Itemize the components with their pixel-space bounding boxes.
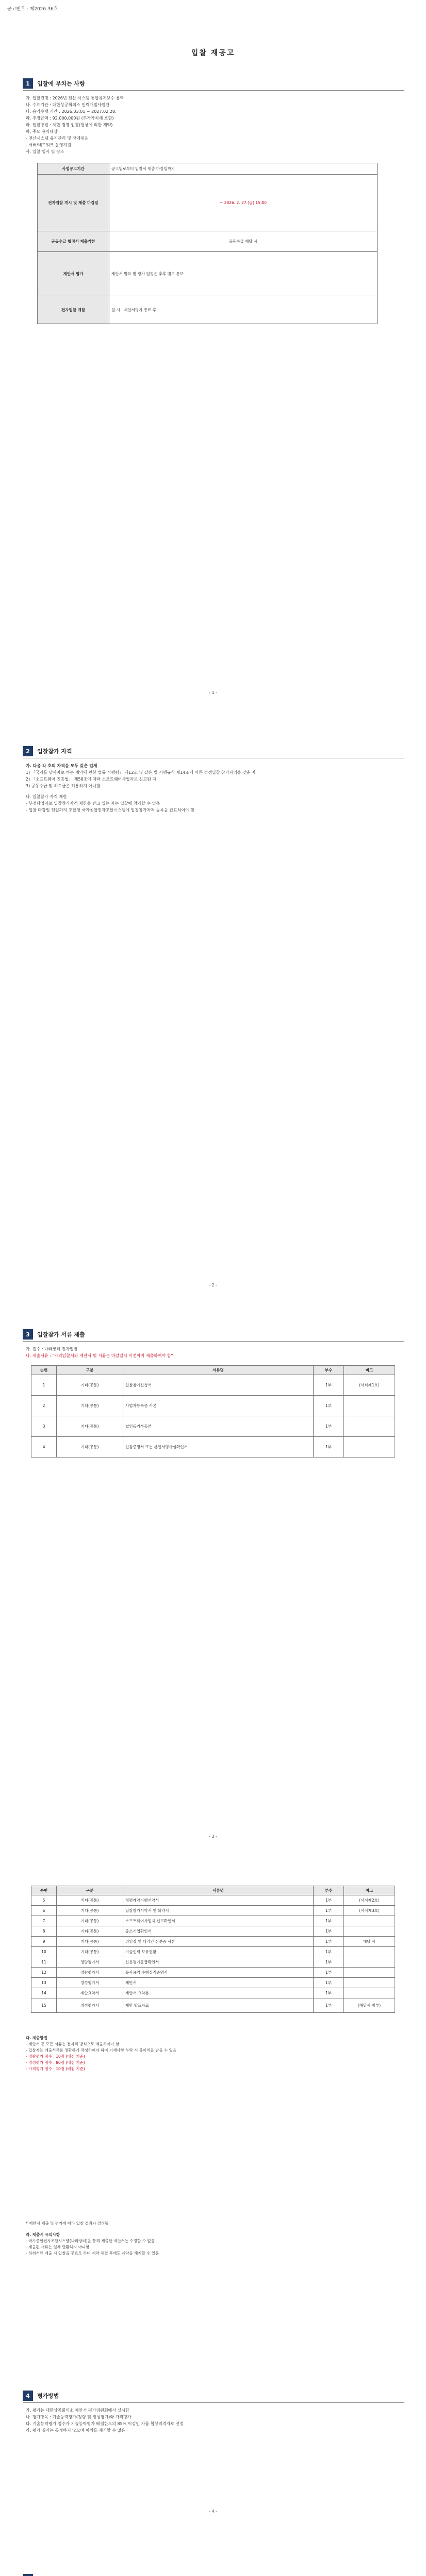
table-row [31, 1988, 395, 1998]
text-line: 나. 수요기관 : 대한상공회의소 인력개발사업단 [26, 103, 110, 107]
table-row [31, 1957, 395, 1968]
text-line: - 서버/네트워크 운영지원 [26, 143, 71, 147]
section-number: 2 [23, 746, 33, 756]
table-cell: 15 [31, 1998, 57, 2013]
table-cell [344, 1988, 395, 1998]
table-row [38, 175, 378, 231]
table-row [38, 296, 378, 324]
table-cell: 기타(공통) [57, 1437, 123, 1458]
table-row [31, 1937, 395, 1947]
table-cell: 2 [31, 1396, 57, 1416]
table-cell: 9 [31, 1937, 57, 1947]
text-line: 다. 제출방법 [26, 2036, 47, 2040]
section-4-body [26, 2407, 402, 2434]
table-cell [344, 1416, 395, 1437]
table-cell: 기타(공통) [57, 1416, 123, 1437]
table-row [31, 1906, 395, 1916]
table-row [31, 1998, 395, 2013]
text-line: - 제출된 서류는 일체 반환하지 아니함 [26, 2245, 90, 2249]
table-header-row [31, 1886, 395, 1895]
table-cell: 12 [31, 1968, 57, 1978]
table-cell: 정성평가서 [57, 1978, 123, 1988]
text-line: 가. 다음 각 호의 자격을 모두 갖춘 업체 [26, 764, 97, 768]
table-cell: 기타(공통) [57, 1916, 123, 1926]
section-title: 입찰참가 자격 [37, 748, 72, 755]
table-cell: 제안서 평가 [38, 252, 109, 296]
table-cell: 기타(공통) [57, 1895, 123, 1906]
table-cell: 기타(공통) [57, 1926, 123, 1937]
table-cell: 1부 [314, 1947, 344, 1957]
text-line: 마. 입찰방법 : 제한 경쟁 입찰(협상에 의한 계약) [26, 123, 113, 127]
table-cell: 공동수급 협정서 제출기한 [38, 231, 109, 252]
column-header: 서류명 [123, 1366, 314, 1375]
table-cell: 1부 [314, 1937, 344, 1947]
text-line: 가. 평가는 대한상공회의소 제안서 평가위원회에서 실시함 [26, 2408, 129, 2413]
table-cell: 1 [31, 1375, 57, 1396]
text-line: - 정량평가 점수 : 10점 (배점 기준) [26, 2054, 85, 2059]
text-line: 가. 접수 : 나라장터 전자입찰 [26, 1347, 78, 1351]
table-cell: 법인등기부등본 [123, 1416, 314, 1437]
text-line: - 전산시스템 유지관리 및 장애대응 [26, 136, 89, 141]
text-line: - 국가종합전자조달시스템(나라장터)을 통해 제출한 제안서는 수정할 수 없음 [26, 2239, 155, 2243]
table-cell: 중소기업확인서 [123, 1926, 314, 1937]
table-cell: 위임장 및 대리인 신분증 사본 [123, 1937, 314, 1947]
section-number [23, 2574, 33, 2576]
table-row [31, 1895, 395, 1906]
table-cell: 1부 [314, 1906, 344, 1916]
submission-caution [26, 2221, 402, 2257]
column-header: 순번 [31, 1366, 57, 1375]
table-cell: 청렴계약이행서약서 [123, 1895, 314, 1906]
table-cell: 1부 [314, 1416, 344, 1437]
section-number: 1 [23, 78, 33, 89]
text-line: * 제안서 제출 및 평가에 따라 입찰 결과가 결정됨 [26, 2221, 109, 2226]
table-cell: ~ 2026. 2. 27.(금) 15:00 [109, 175, 378, 231]
table-cell: 전자입찰 개찰 [38, 296, 109, 324]
column-header: 부수 [314, 1366, 344, 1375]
table-cell: (서식제3호) [344, 1906, 395, 1916]
section-divider [23, 2402, 404, 2403]
table-cell: 유사용역 수행실적증명서 [123, 1968, 314, 1978]
text-line: 바. 주요 용역대상 [26, 129, 58, 134]
column-header: 비고 [344, 1366, 395, 1375]
table-cell: (해당시 첨부) [344, 1998, 395, 2013]
text-line: 3) 공동수급 및 하도급은 허용하지 아니함 [26, 784, 101, 788]
table-cell [344, 1947, 395, 1957]
table-cell: 제안요약서 [57, 1988, 123, 1998]
table-cell [344, 1396, 395, 1416]
text-line: 가. 입찰건명 : 2026년 전산 시스템 통합유지보수 용역 [26, 96, 124, 100]
table-cell: 정성평가서 [57, 1998, 123, 2013]
text-line: 다. 용역수행 기간 : 2026.03.01 ~ 2027.02.28. [26, 109, 117, 114]
table-cell: 5 [31, 1895, 57, 1906]
table-row [38, 163, 378, 175]
section-2-header [23, 746, 72, 756]
text-line: 라. 추정금액 : 92,000,000원 (부가가치세 포함) [26, 116, 114, 121]
documents-table-part1 [31, 1365, 395, 1458]
table-row [31, 1916, 395, 1926]
table-row [31, 1968, 395, 1978]
table-header-row [31, 1366, 395, 1375]
table-cell: 1부 [314, 1396, 344, 1416]
table-cell: 입찰참가서약서 및 확약서 [123, 1906, 314, 1916]
table-cell: 13 [31, 1978, 57, 1988]
table-cell: 기타(공통) [57, 1396, 123, 1416]
table-cell: 기타(공통) [57, 1375, 123, 1396]
section-title: 입찰참가 서류 제출 [37, 1331, 85, 1338]
column-header: 구분 [57, 1366, 123, 1375]
table-cell: 정량평가서 [57, 1957, 123, 1968]
table-cell: 해당 시 [344, 1937, 395, 1947]
table-cell: 공고일로부터 입찰서 제출 마감일까지 [109, 163, 378, 175]
column-header: 부수 [314, 1886, 344, 1895]
text-line: - 입찰 마감일 전일까지 조달청 국가종합전자조달시스템에 입찰참가자격 등록을 완료하여야 함 [26, 808, 195, 812]
submission-notes [26, 2035, 402, 2072]
table-cell: 4 [31, 1437, 57, 1458]
table-row [31, 1437, 395, 1458]
text-line: 나. 제출서류 : "가격입찰서와 제안서 및 서류는 마감일시 이전까지 제출하여야 함" [26, 1353, 173, 1358]
table-cell: 1부 [314, 1988, 344, 1998]
table-cell [344, 1957, 395, 1968]
table-cell: 기술인력 보유현황 [123, 1947, 314, 1957]
table-cell: (서식제2호) [344, 1895, 395, 1906]
table-cell: 제안서 [123, 1978, 314, 1988]
section-2-body [26, 762, 402, 814]
table-row [31, 1375, 395, 1396]
section-3-header [23, 1329, 85, 1340]
text-line: - 제안서 등 모든 서류는 전자적 방식으로 제출하여야 함 [26, 2042, 120, 2046]
table-row [31, 1416, 395, 1437]
table-cell: 1부 [314, 1375, 344, 1396]
table-cell [344, 1968, 395, 1978]
text-line: 라. 평가 결과는 공개하지 않으며 이의를 제기할 수 없음 [26, 2428, 125, 2433]
table-row [31, 1396, 395, 1416]
table-cell: 11 [31, 1957, 57, 1968]
table-cell: 14 [31, 1988, 57, 1998]
table-cell: 일 시 : 제안서평가 종료 후 [109, 296, 378, 324]
table-cell: 소프트웨어사업자 신고확인서 [123, 1916, 314, 1926]
document-title: 입찰 재공고 [191, 49, 235, 57]
section-4-header [23, 2391, 59, 2401]
table-cell: 1부 [314, 1957, 344, 1968]
table-cell [344, 1926, 395, 1937]
column-header: 서류명 [123, 1886, 314, 1895]
section-5-header [23, 2574, 98, 2576]
text-line: - 입찰자는 제출서류를 정확하게 작성하여야 하며 기재사항 누락 시 불이익을 받을 수 있음 [26, 2048, 177, 2053]
table-cell: 입찰참가신청서 [123, 1375, 314, 1396]
table-cell: 10 [31, 1947, 57, 1957]
page-number: - 2 - [209, 1283, 217, 1287]
table-cell: 7 [31, 1916, 57, 1926]
table-cell [344, 1916, 395, 1926]
table-row [38, 252, 378, 296]
text-line: 나. 입찰참가 자격 제한 [26, 794, 67, 799]
table-row [38, 231, 378, 252]
section-1-header [23, 78, 85, 89]
section-1-body [26, 95, 402, 155]
table-cell: 사업자등록증 사본 [123, 1396, 314, 1416]
schedule-table [37, 163, 378, 324]
table-cell: 기타(공통) [57, 1906, 123, 1916]
table-cell: 사업공고기간 [38, 163, 109, 175]
text-line: 사. 입찰 일시 및 장소 [26, 149, 64, 154]
table-cell: 제안 발표자료 [123, 1998, 314, 2013]
table-cell: 1부 [314, 1895, 344, 1906]
column-header: 순번 [31, 1886, 57, 1895]
table-cell: 1부 [314, 1926, 344, 1937]
table-cell: 기타(공통) [57, 1937, 123, 1947]
section-divider [23, 90, 404, 91]
text-line: 라. 제출시 유의사항 [26, 2232, 60, 2237]
text-line: 나. 평가항목 : 기술능력평가(정량 및 정성평가)와 가격평가 [26, 2415, 132, 2419]
section-3-body [26, 1346, 402, 1359]
table-cell [344, 1978, 395, 1988]
text-line: 다. 기술능력평가 점수가 기술능력평가 배점한도의 85% 이상인 자를 협상적격자로 선정 [26, 2421, 184, 2426]
text-line: - 부정당업자로 입찰참가자격 제한을 받고 있는 자는 입찰에 참가할 수 없음 [26, 801, 160, 806]
text-line: - 가격평가 점수 : 10점 (배점 기준) [26, 2066, 85, 2071]
table-cell: 1부 [314, 1978, 344, 1988]
table-cell: 기타(공통) [57, 1947, 123, 1957]
table-cell: 1부 [314, 1916, 344, 1926]
table-cell: 1부 [314, 1437, 344, 1458]
table-cell: (서식제1호) [344, 1375, 395, 1396]
table-cell: 정량평가서 [57, 1968, 123, 1978]
table-cell: 3 [31, 1416, 57, 1437]
table-cell: 1부 [314, 1968, 344, 1978]
table-row [31, 1947, 395, 1957]
table-row [31, 1978, 395, 1988]
text-line: 1) 「국가를 당사자로 하는 계약에 관한 법률 시행령」 제12조 및 같은 법 시행규칙 제14조에 따른 경쟁입찰 참가자격을 갖춘 자 [26, 770, 256, 775]
table-cell: 인감증명서 또는 본인서명사실확인서 [123, 1437, 314, 1458]
section-divider [23, 1341, 404, 1342]
table-cell: 제안서 발표 및 평가 일정은 추후 별도 통보 [109, 252, 378, 296]
section-number: 4 [23, 2391, 33, 2401]
text-line: - 허위서류 제출 시 입찰을 무효로 하며 계약 체결 후에도 계약을 해지할 수 있음 [26, 2251, 159, 2256]
table-cell: 전자입찰 개시 및 제출 마감일 [38, 175, 109, 231]
documents-table-part2 [31, 1886, 395, 2013]
text-line: 2) 「소프트웨어 진흥법」 제58조에 따라 소프트웨어사업자로 신고된 자 [26, 777, 157, 782]
page-number: - 1 - [209, 690, 217, 695]
table-cell: 제안서 요약본 [123, 1988, 314, 1998]
page-number: - 3 - [209, 1834, 217, 1839]
column-header: 비고 [344, 1886, 395, 1895]
notice-number: 공고번호 : 제2026-36호 [7, 7, 58, 12]
table-cell: 6 [31, 1906, 57, 1916]
section-title: 평가방법 [37, 2393, 59, 2399]
page-number: - 4 - [209, 2509, 217, 2514]
table-cell: 공동수급 해당 시 [109, 231, 378, 252]
table-row [31, 1926, 395, 1937]
table-cell: 신용평가등급확인서 [123, 1957, 314, 1968]
section-title: 입찰에 부치는 사항 [37, 80, 85, 87]
table-cell: 8 [31, 1926, 57, 1937]
text-line: - 정성평가 점수 : 80점 (배점 기준) [26, 2060, 85, 2065]
section-number: 3 [23, 1329, 33, 1340]
column-header: 구분 [57, 1886, 123, 1895]
table-cell: 1부 [314, 1998, 344, 2013]
table-cell [344, 1437, 395, 1458]
